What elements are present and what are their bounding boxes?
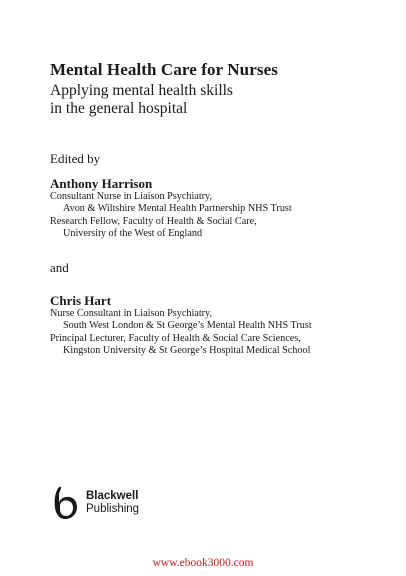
affiliation-line: Nurse Consultant in Liaison Psychiatry, [50, 308, 213, 319]
editor-block [50, 293, 390, 358]
conjunction-and: and [50, 260, 69, 275]
publisher-logo [50, 486, 180, 534]
editor-name: Anthony Harrison [50, 176, 153, 191]
edited-by-label: Edited by [50, 151, 101, 166]
publisher-line-1: Blackwell [86, 490, 139, 502]
watermark-link[interactable]: www.ebook3000.com [152, 557, 254, 569]
publisher-line-2: Publishing [86, 503, 140, 515]
affiliation-line: University of the West of England [63, 228, 203, 240]
affiliation-line: Consultant Nurse in Liaison Psychiatry, [50, 191, 213, 202]
editor-name: Chris Hart [50, 293, 112, 308]
affiliation-line: Research Fellow, Faculty of Health & Social Care, [50, 215, 257, 227]
affiliation-line: Kingston University & St George’s Hospital Medical School [63, 345, 311, 357]
subtitle-line: in the general hospital [50, 100, 188, 117]
editor-block [50, 176, 390, 241]
affiliation-line: Principal Lecturer, Faculty of Health & Social Care Sciences, [50, 332, 301, 344]
subtitle-line: Applying mental health skills [50, 82, 233, 99]
book-subtitle [50, 82, 370, 118]
affiliation-line: Avon & Wiltshire Mental Health Partnership NHS Trust [63, 203, 292, 215]
book-title: Mental Health Care for Nurses [50, 60, 278, 79]
publisher-name [86, 490, 139, 516]
blackwell-b-logo-icon [50, 486, 80, 520]
affiliation-line: South West London & St George’s Mental Health NHS Trust [63, 320, 312, 332]
